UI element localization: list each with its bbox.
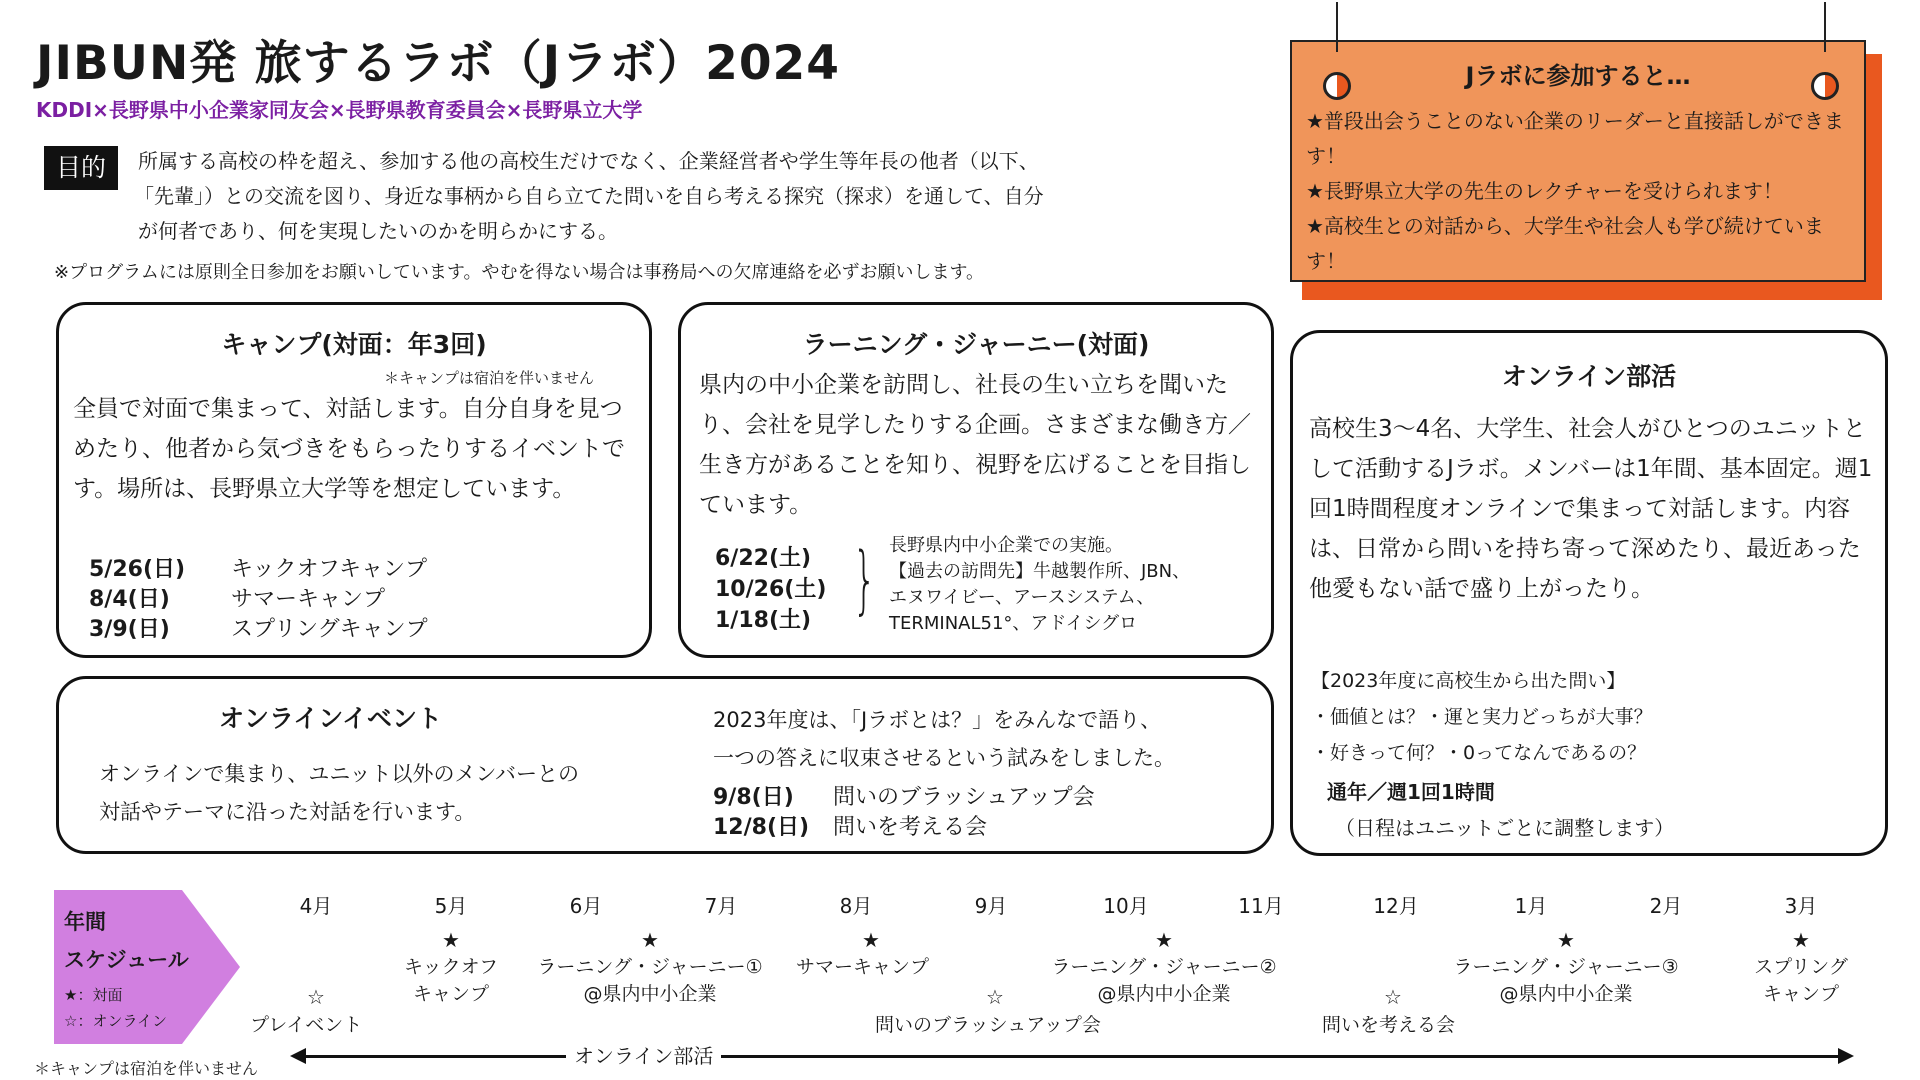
online-club-description: 高校生3〜4名、大学生、社会人がひとつのユニットとして活動するJラボ。メンバーは1年間、基本固定。週1回1時間程度オンラインで集まって対話します。内容は、日常から問いを持ち寄って深めたり、最近あった他愛もない話で盛り上がったり。 bbox=[1309, 416, 1873, 602]
online-event-date-row bbox=[713, 783, 1095, 813]
camp-date: 3/9(日) bbox=[89, 617, 170, 642]
camp-date-row bbox=[89, 585, 428, 615]
legend-item: ★：対面 bbox=[64, 986, 123, 1004]
arrow-right-icon bbox=[1838, 1048, 1854, 1064]
month-label: 6月 bbox=[569, 894, 603, 918]
questions-block bbox=[1311, 663, 1653, 771]
learning-date: 6/22(土) bbox=[715, 546, 812, 571]
camp-event: キックオフキャンプ bbox=[231, 557, 428, 582]
online-event-panel bbox=[56, 676, 1274, 854]
online-club-schedule-note: （日程はユニットごとに調整します） bbox=[1335, 816, 1675, 840]
hanging-string bbox=[1824, 2, 1826, 52]
visit-line: エヌワイビー、アースシステム、 bbox=[889, 587, 1155, 608]
online-event-name: 問いを考える会 bbox=[833, 815, 988, 840]
online-event-date: 12/8(日) bbox=[713, 815, 810, 840]
online-event-date: 9/8(日) bbox=[713, 785, 794, 810]
camp-description: 全員で対面で集まって、対話します。自分自身を見つめたり、他者から気づきをもらったりするイベントです。場所は、長野県立大学等を想定しています。 bbox=[73, 396, 625, 502]
event-label: プレイベント bbox=[250, 1014, 363, 1036]
online-club-panel bbox=[1290, 330, 1888, 856]
benefits-list bbox=[1306, 104, 1862, 279]
benefits-title: Jラボに参加すると… bbox=[1465, 62, 1691, 90]
online-event-line: オンラインで集まり、ユニット以外のメンバーとの bbox=[99, 762, 580, 786]
event-label: ラーニング・ジャーニー① @県内中小企業 bbox=[537, 956, 763, 1005]
learning-journey-panel bbox=[678, 302, 1274, 658]
bottom-note: ＊キャンプは宿泊を伴いません bbox=[34, 1059, 259, 1078]
learning-date: 1/18(土) bbox=[715, 608, 812, 633]
event-label: スプリング キャンプ bbox=[1754, 956, 1848, 1005]
purpose-line: 「先輩」）との交流を図り、身近な事柄から自ら立てた問いを自ら考える探究（探求）を通して、自分 bbox=[134, 184, 1044, 208]
camp-event: スプリングキャンプ bbox=[231, 617, 428, 642]
month-label: 7月 bbox=[704, 894, 738, 918]
camp-date-row bbox=[89, 615, 428, 645]
in-person-star-icon: ★ bbox=[862, 928, 880, 952]
arrow-left-icon bbox=[290, 1048, 306, 1064]
schedule-legend bbox=[64, 982, 167, 1034]
camp-panel bbox=[56, 302, 652, 658]
learning-date: 10/26(土) bbox=[715, 577, 827, 602]
month-label: 10月 bbox=[1103, 894, 1149, 918]
month-label: 9月 bbox=[974, 894, 1008, 918]
timeline-line bbox=[300, 1055, 1840, 1058]
page-title: JIBUN発 旅するラボ（Jラボ）2024 bbox=[36, 36, 840, 91]
benefit-item: ★長野県立大学の先生のレクチャーを受けられます！ bbox=[1306, 179, 1783, 203]
benefit-item: ★高校生との対話から、大学生や社会人も学び続けています！ bbox=[1306, 214, 1824, 273]
month-label: 12月 bbox=[1373, 894, 1419, 918]
online-event-intro bbox=[713, 701, 1175, 777]
purpose-text bbox=[134, 144, 1238, 249]
camp-date: 8/4(日) bbox=[89, 587, 170, 612]
event-label: キックオフ キャンプ bbox=[403, 956, 499, 1005]
in-person-star-icon: ★ bbox=[1792, 928, 1810, 952]
learning-journey-title: ラーニング・ジャーニー(対面) bbox=[802, 330, 1150, 359]
benefits-box-card bbox=[1290, 40, 1866, 282]
month-label: 4月 bbox=[299, 894, 333, 918]
learning-journey-dates bbox=[715, 543, 826, 636]
event-label: ラーニング・ジャーニー② @県内中小企業 bbox=[1051, 956, 1277, 1005]
visit-line: 【過去の訪問先】牛越製作所、JBN、 bbox=[889, 561, 1191, 582]
purpose-line: 所属する高校の枠を超え、参加する他の高校生だけでなく、企業経営者や学生等年長の他者（以下、 bbox=[138, 149, 1039, 173]
month-label: 11月 bbox=[1238, 894, 1284, 918]
camp-event: サマーキャンプ bbox=[231, 587, 386, 612]
online-event-intro-line: 一つの答えに収束させるという試みをしました。 bbox=[713, 746, 1175, 770]
camp-date: 5/26(日) bbox=[89, 557, 186, 582]
online-event-intro-line: 2023年度は、「Jラボとは？」をみんなで語り、 bbox=[713, 708, 1162, 732]
brace-icon: } bbox=[852, 537, 877, 623]
timeline-label: オンライン部活 bbox=[566, 1040, 721, 1069]
learning-journey-description: 県内の中小企業を訪問し、社長の生い立ちを聞いたり、会社を見学したりする企画。さまざまな働き方／生き方があることを知り、視野を広げることを目指しています。 bbox=[699, 372, 1251, 518]
visit-line: 長野県内中小企業での実施。 bbox=[889, 535, 1123, 556]
attendance-notice: ※プログラムには原則全日参加をお願いしています。やむを得ない場合は事務局への欠席連絡を必ずお願いします。 bbox=[54, 262, 985, 283]
visit-line: TERMINAL51°、アドイシグロ bbox=[889, 613, 1138, 634]
month-label: 8月 bbox=[839, 894, 873, 918]
month-label: 1月 bbox=[1514, 894, 1548, 918]
partners-subtitle: KDDI×長野県中小企業家同友会×長野県教育委員会×長野県立大学 bbox=[36, 98, 643, 122]
questions-title: 【2023年度に高校生から出た問い】 bbox=[1311, 670, 1626, 692]
legend-item: ☆：オンライン bbox=[64, 1012, 167, 1030]
camp-note: ＊キャンプは宿泊を伴いません bbox=[384, 369, 595, 387]
month-label: 5月 bbox=[434, 894, 468, 918]
online-event-name: 問いのブラッシュアップ会 bbox=[833, 785, 1095, 810]
online-star-icon: ☆ bbox=[986, 985, 1004, 1009]
online-event-line: 対話やテーマに沿った対話を行います。 bbox=[99, 800, 476, 824]
online-club-frequency: 通年／週1回1時間 bbox=[1327, 780, 1495, 804]
online-star-icon: ☆ bbox=[1384, 985, 1402, 1009]
camp-date-row bbox=[89, 555, 428, 585]
online-event-title: オンラインイベント bbox=[219, 704, 443, 733]
purpose-label: 目的 bbox=[44, 146, 118, 190]
camp-dates bbox=[89, 555, 428, 645]
benefits-box bbox=[1290, 40, 1884, 302]
schedule-label: 年間 スケジュール bbox=[64, 910, 189, 972]
online-club-title: オンライン部活 bbox=[1501, 362, 1677, 391]
in-person-star-icon: ★ bbox=[1155, 928, 1173, 952]
event-label: サマーキャンプ bbox=[796, 956, 930, 978]
month-label: 2月 bbox=[1649, 894, 1683, 918]
online-event-dates bbox=[713, 783, 1095, 843]
in-person-star-icon: ★ bbox=[442, 928, 460, 952]
event-label: ラーニング・ジャーニー③ @県内中小企業 bbox=[1453, 956, 1679, 1005]
month-label: 3月 bbox=[1784, 894, 1818, 918]
camp-title: キャンプ(対面：年3回) bbox=[221, 330, 487, 359]
learning-visit-info bbox=[889, 533, 1269, 637]
question-line: ・価値とは？・運と実力どっちが大事？ bbox=[1311, 706, 1653, 728]
online-star-icon: ☆ bbox=[307, 985, 325, 1009]
in-person-star-icon: ★ bbox=[641, 928, 659, 952]
question-line: ・好きって何？・0ってなんであるの？ bbox=[1311, 742, 1647, 764]
online-event-date-row bbox=[713, 813, 1095, 843]
online-event-description bbox=[99, 755, 579, 831]
in-person-star-icon: ★ bbox=[1557, 928, 1575, 952]
hanging-string bbox=[1336, 2, 1338, 52]
event-label: 問いのブラッシュアップ会 bbox=[875, 1014, 1101, 1036]
purpose-line: が何者であり、何を実現したいのかを明らかにする。 bbox=[138, 219, 618, 243]
benefit-item: ★普段出会うことのない企業のリーダーと直接話しができます！ bbox=[1306, 109, 1844, 168]
event-label: 問いを考える会 bbox=[1322, 1014, 1456, 1036]
